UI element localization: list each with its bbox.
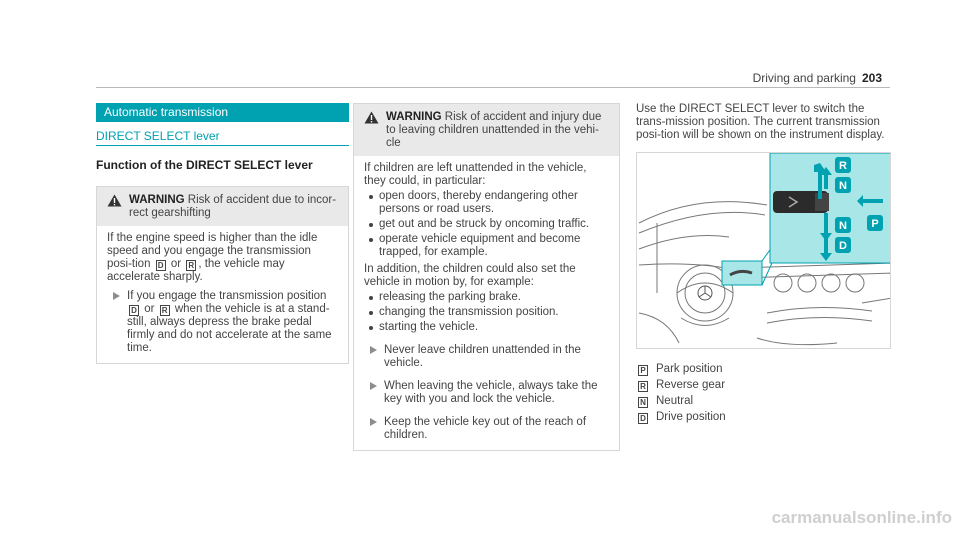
page-number: 203 xyxy=(861,71,882,85)
column-1 xyxy=(96,103,349,364)
gear-r-symbol: R xyxy=(160,305,170,316)
label-n-upper: N xyxy=(839,180,847,192)
gear-r-symbol: R xyxy=(638,381,648,392)
legend-item xyxy=(636,377,894,393)
column-3 xyxy=(636,103,894,425)
action-text-end: when the vehicle is at a stand-still, always depress the brake pedal firmly and do not accelerate at the same time. xyxy=(127,303,332,354)
list-item: operate vehicle equipment and become trapped, for example. xyxy=(364,233,609,259)
warning-label: WARNING xyxy=(386,111,442,123)
legend-text: Drive position xyxy=(656,411,726,423)
subsection-title: DIRECT SELECT lever xyxy=(96,125,349,146)
warning-icon xyxy=(364,111,379,124)
legend xyxy=(636,361,894,425)
legend-item xyxy=(636,393,894,409)
action-text: If you engage the transmission position xyxy=(127,290,327,302)
list-item: changing the transmission position. xyxy=(364,306,609,319)
action-text: Keep the vehicle key out of the reach of children. xyxy=(384,416,587,441)
action-item xyxy=(364,416,609,442)
list-item: get out and be struck by oncoming traffic. xyxy=(364,218,609,231)
header-rule xyxy=(96,87,890,88)
action-item xyxy=(364,344,609,370)
warning-header xyxy=(97,187,348,226)
direct-select-figure xyxy=(636,152,891,349)
gear-r-symbol: R xyxy=(186,260,196,271)
warning-body xyxy=(354,156,619,450)
warning-box-gearshifting xyxy=(96,186,349,364)
action-item xyxy=(364,380,609,406)
running-head xyxy=(753,71,882,85)
warning-intro: If children are left unattended in the vehicle, they could, in particular: xyxy=(364,162,587,187)
legend-item xyxy=(636,361,894,377)
action-arrow-icon xyxy=(113,292,120,300)
warning-intro-2: In addition, the children could also set the vehicle in motion by, for example: xyxy=(364,263,576,288)
legend-text: Park position xyxy=(656,363,723,375)
warning-box-children xyxy=(353,103,620,451)
running-head-title: Driving and parking xyxy=(752,71,856,85)
label-n-lower: N xyxy=(839,220,847,232)
label-d: D xyxy=(839,240,847,252)
warning-icon xyxy=(107,194,122,207)
motion-list xyxy=(364,291,609,334)
gear-d-symbol: D xyxy=(129,305,139,316)
warning-headline: Risk of accident due to incor-rect gearshifting xyxy=(129,194,337,219)
label-p: P xyxy=(871,218,879,230)
risk-list xyxy=(364,190,609,259)
intro-paragraph: Use the DIRECT SELECT lever to switch the trans-mission position. The current transmission posi-tion will be shown on the instrument display. xyxy=(636,103,885,141)
watermark: carmanualsonline.info xyxy=(771,508,952,527)
action-arrow-icon xyxy=(370,346,377,354)
action-or: or xyxy=(144,303,155,315)
label-r: R xyxy=(839,160,847,172)
action-arrow-icon xyxy=(370,418,377,426)
column-2 xyxy=(353,103,620,451)
section-title: Automatic transmission xyxy=(96,103,349,122)
list-item: starting the vehicle. xyxy=(364,321,609,334)
action-text: Never leave children unattended in the vehicle. xyxy=(384,344,581,369)
warning-text-end: , the vehicle may accelerate sharply. xyxy=(107,258,285,283)
list-item: releasing the parking brake. xyxy=(364,291,609,304)
legend-text: Neutral xyxy=(656,395,694,407)
warning-or: or xyxy=(170,258,182,270)
gear-d-symbol: D xyxy=(156,260,166,271)
action-text: When leaving the vehicle, always take the key with you and lock the vehicle. xyxy=(384,380,598,405)
legend-item xyxy=(636,409,894,425)
function-title: Function of the DIRECT SELECT lever xyxy=(96,158,313,172)
warning-paragraph xyxy=(107,232,338,284)
gear-n-symbol: N xyxy=(638,397,648,408)
legend-text: Reverse gear xyxy=(656,379,726,391)
action-item xyxy=(107,290,338,355)
warning-body xyxy=(97,226,348,363)
warning-text: If the engine speed is higher than the idle speed and you engage the transmission posi-tion xyxy=(107,232,318,270)
dashboard-illustration xyxy=(637,153,891,349)
list-item: open doors, thereby endangering other persons or road users. xyxy=(364,190,609,216)
warning-label: WARNING xyxy=(129,194,185,206)
warning-header xyxy=(354,104,619,156)
warning-headline: Risk of accident and injury due to leaving children unattended in the vehi-cle xyxy=(386,111,602,149)
action-arrow-icon xyxy=(370,382,377,390)
gear-p-symbol: P xyxy=(638,365,648,376)
gear-d-symbol: D xyxy=(638,413,648,424)
